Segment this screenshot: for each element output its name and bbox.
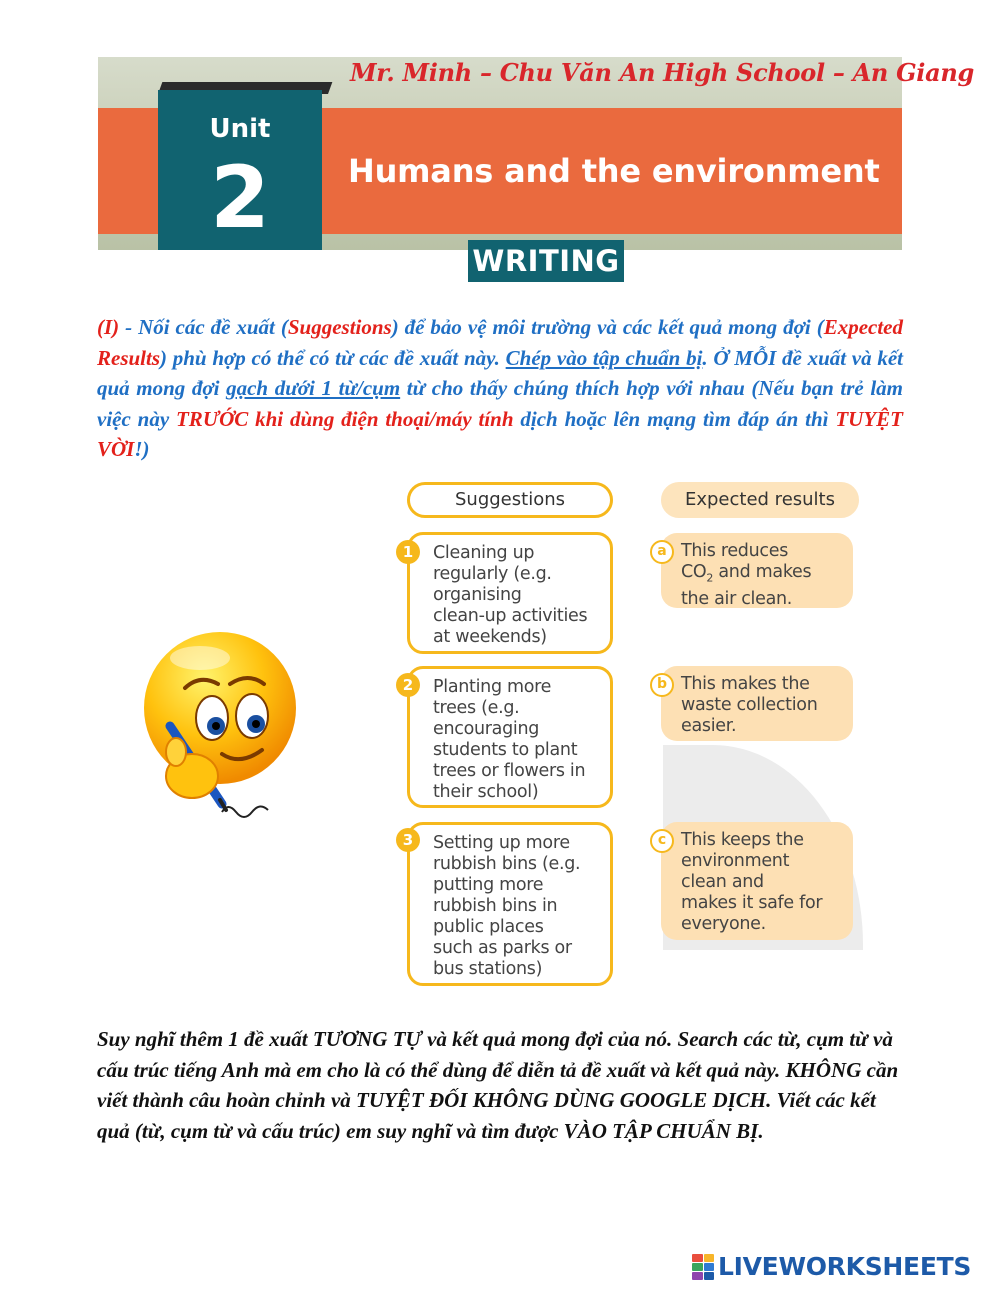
co2-label: CO [681,562,707,582]
thinking-emoji-icon [140,626,300,826]
instruction-part: - Nối các đề xuất ( [119,315,288,339]
suggestion-number-badge: 1 [396,540,420,564]
task-paragraph: Suy nghĩ thêm 1 đề xuất TƯƠNG TỰ và kết quả mong đợi của nó. Search các từ, cụm từ và cấu trúc tiếng Anh mà em cho là có thể dùng để diễn tả đề xuất và kết quả này. KHÔNG cần viết thành câu hoàn chỉnh và TUYỆT ĐỐI KHÔNG DÙNG GOOGLE DỊCH. Viết các kết quả (từ, cụm từ và cấu trúc) em suy nghĩ và tìm được VÀO TẬP CHUẨN BỊ. [97,1027,899,1143]
result-text [681,541,811,610]
instruction-part: ) phù hợp có thể có từ các đề xuất này. [160,345,506,370]
suggestion-text: Cleaning up regularly (e.g. organising clean-up activities at weekends) [433,543,588,647]
instruction-part: !) [134,437,150,461]
instruction-paragraph [97,312,903,465]
liveworksheets-brand [692,1252,971,1281]
unit-label: Unit [209,114,271,144]
result-letter-badge: c [650,829,674,853]
suggestion-number-badge: 3 [396,828,420,852]
instruction-part: . Ở MỖI đề xuất và kết quả mong đợi [97,345,904,400]
instruction-part: từ cho thấy chúng thích hợp với nhau (Nếu bạn trẻ làm việc này [97,376,904,431]
suggestion-text: Planting more trees (e.g. encouraging students to plant trees or flowers in their school) [433,677,586,802]
unit-number: 2 [210,148,270,248]
suggestion-box-1 [407,532,613,654]
result-letter-badge: a [650,540,674,564]
instruction-part: Expected Results [97,315,903,370]
result-text: This makes the waste collection easier. [681,674,818,736]
suggestions-header: Suggestions [407,482,613,518]
instruction-part: TUYỆT VỜI [97,406,903,461]
instruction-part: (I) [97,315,120,339]
liveworksheets-logo-icon [692,1254,714,1280]
suggestion-box-2 [407,666,613,808]
result-box-c [661,822,853,940]
result-line: This reduces [681,541,789,561]
suggestion-number-badge: 2 [396,673,420,697]
result-line: the air clean. [681,588,793,609]
suggestion-text: Setting up more rubbish bins (e.g. putting more rubbish bins in public places such as parks or bus stations) [433,833,581,979]
brand-name: LIVEWORKSHEETS [718,1252,972,1281]
instruction-part: gạch dưới 1 từ/cụm [226,376,401,400]
instruction-part: Suggestions [287,315,392,339]
co2-subscript: 2 [706,571,714,585]
result-box-a [661,533,853,608]
result-text: This keeps the environment clean and makes it safe for everyone. [681,830,823,934]
author-line: Mr. Minh – Chu Văn An High School – An Giang [350,58,975,87]
result-letter-badge: b [650,673,674,697]
results-header: Expected results [661,482,859,518]
unit-title: Humans and the environment [348,152,880,190]
instruction-part: Chép vào tập chuẩn bị [505,345,703,370]
result-line: and makes [713,562,812,582]
section-label: WRITING [468,240,624,282]
result-box-b [661,666,853,741]
instruction-part: TRƯỚC khi dùng điện thoại/máy tính [175,406,514,431]
suggestion-box-3 [407,822,613,986]
instruction-part: ) để bảo vệ môi trường và các kết quả mong đợi ( [391,315,824,339]
instruction-part: dịch hoặc lên mạng tìm đáp án thì [513,406,836,431]
